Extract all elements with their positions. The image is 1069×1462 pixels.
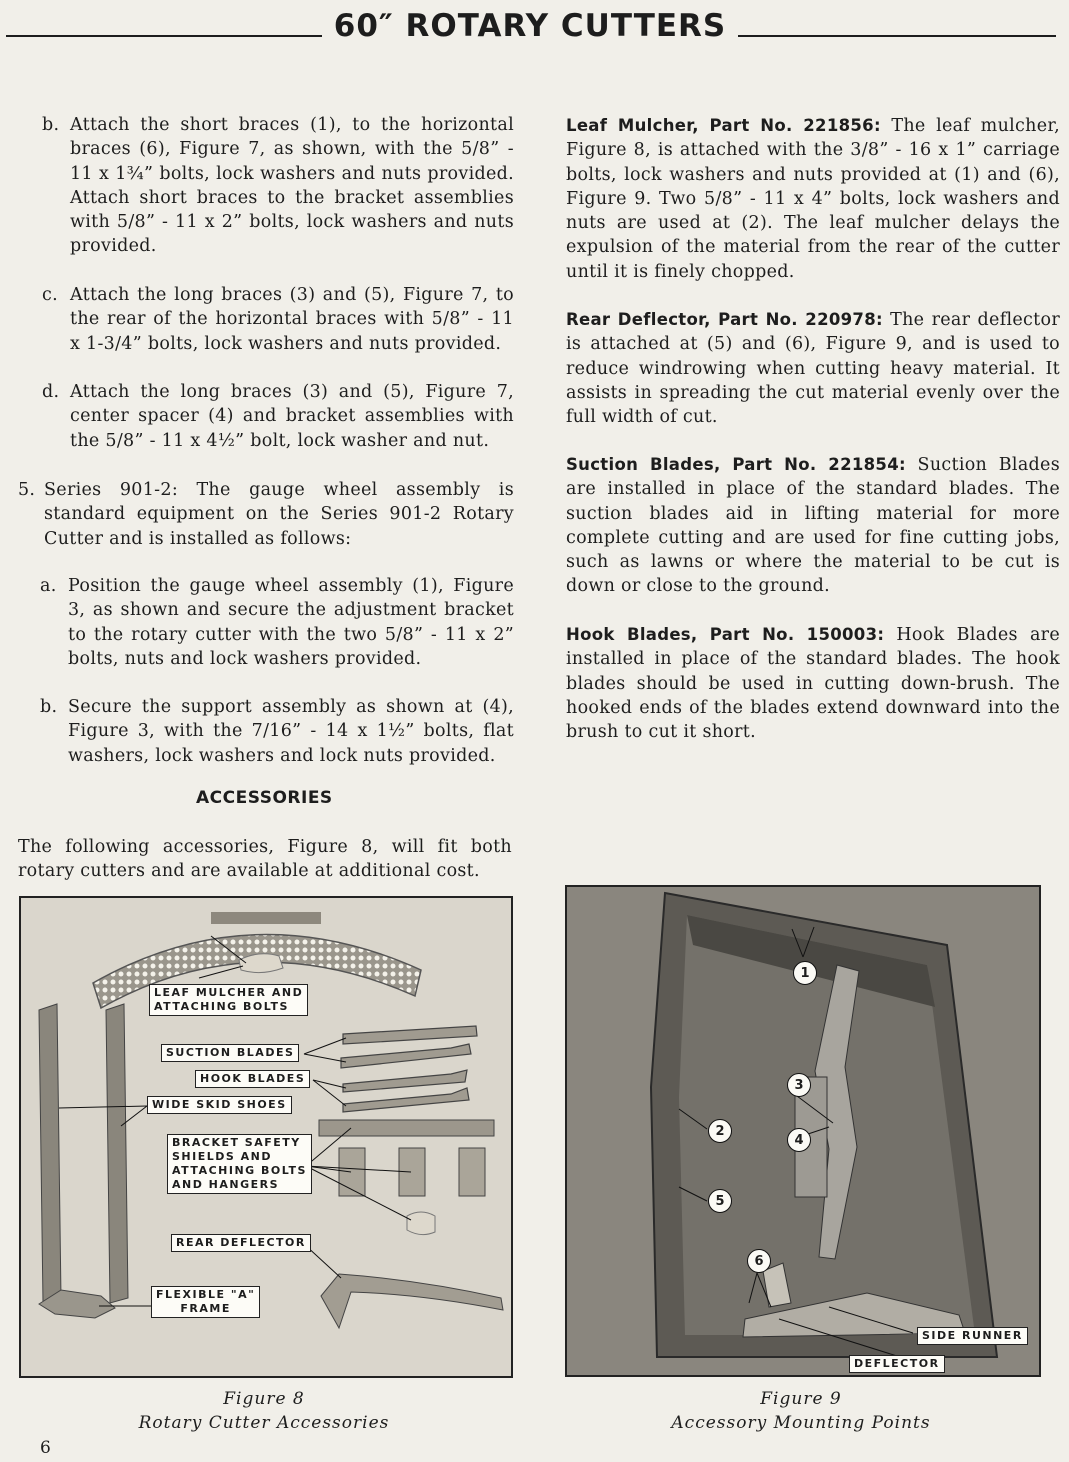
suction-blades-text: Suction Blades are installed in place of the standard blades. The suction blades aid in lifting material for more complete cutting and are used for fine cutting jobs, such as lawns or where the material to be cut is down or close to the ground. [566,455,1060,597]
skid-shoe-right [106,1004,128,1303]
page-header [0,8,1069,48]
shield-1 [339,1148,365,1196]
step-b-support-assembly [40,695,514,768]
figure-8-photo [19,896,513,1378]
accessories-heading: ACCESSORIES [196,788,333,808]
leaf-mulcher-paragraph [566,114,1060,284]
step-c-long-braces [42,283,514,356]
mounting-point-2: 2 [708,1119,732,1143]
hook-blades-text: Hook Blades are installed in place of the standard blades. The hook blades should be used in cutting down-brush. The hooked ends of the blades extend downward into the brush to cut it short. [566,625,1060,743]
suction-blades-heading: Suction Blades, Part No. 221854: [566,455,906,474]
step-b-short-braces [42,113,514,259]
callout-suction-blades: SUCTION BLADES [161,1044,299,1062]
step-label: 5. [18,480,36,500]
header-rule-right [738,35,1056,37]
callout-wide-skid-shoes: WIDE SKID SHOES [147,1096,292,1114]
leaf-mulcher-heading: Leaf Mulcher, Part No. 221856: [566,116,881,135]
bolt-bag-small [407,1212,435,1235]
callout-rear-deflector: REAR DEFLECTOR [171,1234,311,1252]
step-d-center-spacer [42,380,514,453]
rear-deflector-text: The rear deflector is attached at (5) and (6), Figure 9, and is used to reduce windrowing when cutting heavy material. It assists in spreading the cut material evenly over the full width of cut. [566,310,1060,428]
callout-hook-blades: HOOK BLADES [195,1070,310,1088]
figure-8-title: Figure 8 [223,1389,305,1409]
mounting-point-4: 4 [787,1128,811,1152]
step-label: a. [40,576,57,596]
figure-9-photo [565,885,1041,1377]
leaf-mulcher-text: The leaf mulcher, Figure 8, is attached with the 3/8” - 16 x 1” carriage bolts, lock washers and nuts provided at (1) and (6), Figure 9. Two 5/8” - 11 x 4” bolts, lock washers and nuts are used at (2). The leaf mulcher delays the expulsion of the material from the rear of the cutter until it is finely chopped. [566,116,1060,282]
figure-8-caption [19,1387,509,1435]
suction-blades-paragraph [566,453,1060,599]
mounting-point-3: 3 [787,1073,811,1097]
step-label: d. [42,382,60,402]
step-text: Series 901-2: The gauge wheel assembly is standard equipment on the Series 901-2 Rotary Cutter and is installed as follows: [44,480,514,549]
figure-8-subtitle: Rotary Cutter Accessories [138,1413,390,1433]
hook-blades-paragraph [566,623,1060,744]
step-text: Secure the support assembly as shown at (4), Figure 3, with the 7/16” - 14 x 1½” bolts, flat washers, lock washers and lock nuts provided. [68,697,514,766]
step-text: Attach the short braces (1), to the horizontal braces (6), Figure 7, as shown, with the 5/8” - 11 x 1¾” bolts, lock washers and nuts provided. Attach short braces to the bracket assemblies with 5/8” - 11 x 2” bolts, lock washers and nuts provided. [70,115,514,257]
callout-leaf-mulcher: LEAF MULCHER AND ATTACHING BOLTS [149,984,308,1016]
mounting-point-5: 5 [708,1189,732,1213]
hanger-bar [319,1120,494,1136]
hook-blades-heading: Hook Blades, Part No. 150003: [566,625,885,644]
step-text: Position the gauge wheel assembly (1), Figure 3, as shown and secure the adjustment bracket to the rotary cutter with the two 5/8” - 11 x 2” bolts, nuts and lock washers provided. [68,576,514,669]
step-text: Attach the long braces (3) and (5), Figure 7, center spacer (4) and bracket assemblies with the 5/8” - 11 x 4½” bolt, lock washer and nut. [70,382,514,451]
step-label: c. [42,285,58,305]
callout-flexible-a-frame: FLEXIBLE "A" FRAME [151,1286,260,1318]
shield-3 [459,1148,485,1196]
blades-group [341,1026,477,1112]
page-number: 6 [40,1438,51,1458]
skid-shoe-left [39,1004,61,1303]
rear-deflector-paragraph [566,308,1060,429]
figure-9-caption [565,1387,1037,1435]
step-5-series-901-2 [18,478,514,551]
rear-deflector-heading: Rear Deflector, Part No. 220978: [566,310,883,329]
mounting-point-1: 1 [793,961,817,985]
step-label: b. [42,115,60,135]
step-text: Attach the long braces (3) and (5), Figure 7, to the rear of the horizontal braces with 5/8” - 11 x 1-3/4” bolts, lock washers and nuts provided. [70,285,514,354]
step-label: b. [40,697,58,717]
rear-deflector-shape [321,1274,503,1328]
mounting-point-6: 6 [747,1249,771,1273]
figure-9-title: Figure 9 [760,1389,842,1409]
page-title: 60″ ROTARY CUTTERS [333,8,727,44]
callout-bracket-safety-shields: BRACKET SAFETY SHIELDS AND ATTACHING BOLTS AND HANGERS [167,1134,312,1194]
figure-9-subtitle: Accessory Mounting Points [671,1413,931,1433]
step-a-gauge-wheel [40,574,514,671]
callout-deflector: DEFLECTOR [849,1355,945,1373]
header-rule-left [6,35,322,37]
accessories-intro: The following accessories, Figure 8, will fit both rotary cutters and are available at additional cost. [18,837,512,882]
callout-side-runner: SIDE RUNNER [917,1327,1028,1345]
